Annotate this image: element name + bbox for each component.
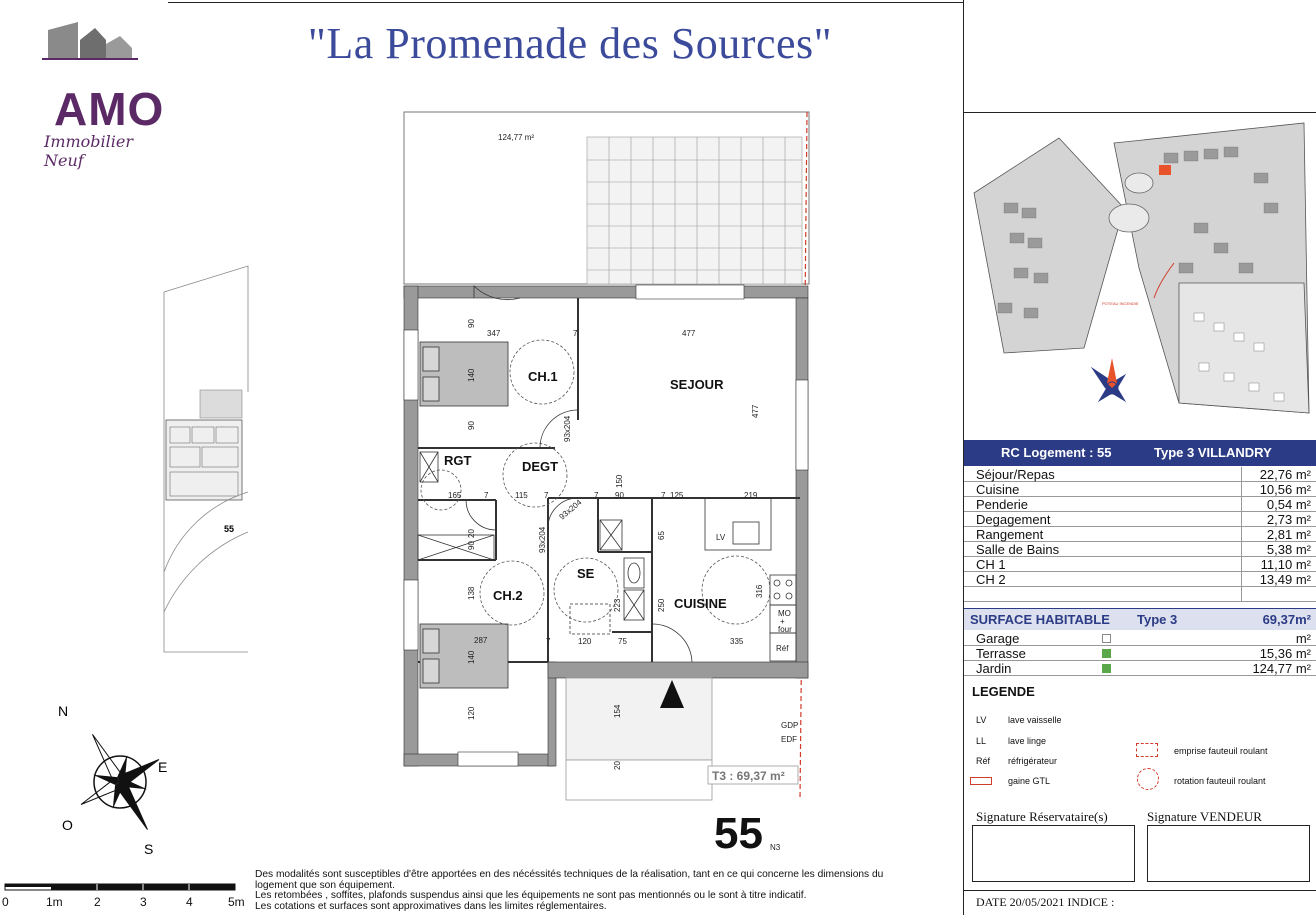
gtl-icon <box>970 777 992 785</box>
site-map <box>964 113 1316 440</box>
svg-text:7: 7 <box>484 491 489 500</box>
signature-reservataire-box[interactable] <box>972 825 1135 882</box>
info-panel <box>963 0 1315 915</box>
area-row: Degagement 2,73 m² <box>964 512 1316 527</box>
logo-word: AMO <box>54 83 165 135</box>
area-row: Cuisine 10,56 m² <box>964 482 1316 497</box>
svg-text:125: 125 <box>670 491 684 500</box>
disclaimer-line: Des modalités sont susceptibles d'être apportées en des nécéssités techniques de la réalisation, tant en ce qui concerne les dimensions du <box>255 869 884 880</box>
top-border <box>168 2 963 3</box>
svg-text:7: 7 <box>546 637 551 646</box>
appliance-ref: Réf <box>776 644 789 653</box>
scale-3: 3 <box>140 895 147 909</box>
room-ch2: CH.2 <box>493 588 523 603</box>
room-ch1: CH.1 <box>528 369 558 384</box>
bed-ch2 <box>420 624 508 688</box>
surface-type: Type 3 <box>1137 612 1178 627</box>
svg-text:223: 223 <box>613 598 622 612</box>
wheelchair-footprint-icon <box>1136 743 1158 757</box>
svg-text:20: 20 <box>467 529 476 538</box>
legend-lv-text: lave vaisselle <box>1008 715 1062 725</box>
scale-bar <box>0 880 250 910</box>
compass-rose-icon <box>48 700 178 860</box>
scale-0: 0 <box>2 895 9 909</box>
legend-lv-key: LV <box>976 715 987 725</box>
legend-ll-text: lave linge <box>1008 736 1047 746</box>
svg-text:477: 477 <box>682 329 696 338</box>
logement-label: RC Logement : 55 <box>1001 445 1112 460</box>
area-table <box>964 467 1316 602</box>
scale-4: 4 <box>186 895 193 909</box>
legend-ref-key: Réf <box>976 756 991 766</box>
room-cuisine: CUISINE <box>674 596 727 611</box>
room-sejour: SEJOUR <box>670 377 724 392</box>
appliance-lv: LV <box>716 533 726 542</box>
ext-row-jardin: Jardin 124,77 m² <box>964 661 1316 676</box>
disclaimer-line: Les retombées , soffites, plafonds suspendus ainsi que les équipements ne sont pas mentionnés ou le sont à titre indicatif. <box>255 890 807 901</box>
room-rgt: RGT <box>444 453 472 468</box>
svg-text:219: 219 <box>744 491 758 500</box>
appliance-mo: MO <box>778 609 791 618</box>
svg-text:347: 347 <box>487 329 501 338</box>
signature-vendeur-box[interactable] <box>1147 825 1310 882</box>
svg-text:7: 7 <box>573 329 578 338</box>
svg-text:93x204: 93x204 <box>563 415 572 442</box>
compass-o: O <box>62 817 73 833</box>
area-row: Séjour/Repas 22,76 m² <box>964 467 1316 482</box>
panel-top-blank <box>964 0 1316 113</box>
lot-suffix: N3 <box>770 843 781 852</box>
legend-ll-key: LL <box>976 736 987 746</box>
area-row: Rangement 2,81 m² <box>964 527 1316 542</box>
svg-text:115: 115 <box>515 491 528 500</box>
area-row: CH 1 11,10 m² <box>964 557 1316 572</box>
logement-header <box>964 440 1316 466</box>
svg-text:335: 335 <box>730 637 744 646</box>
jardin-checkbox <box>1102 664 1111 673</box>
appliance-plus: + <box>780 617 785 626</box>
compass-n: N <box>58 703 69 719</box>
legend-emprise-text: emprise fauteuil roulant <box>1174 746 1268 756</box>
room-degt: DEGT <box>522 459 559 474</box>
svg-text:65: 65 <box>657 531 666 540</box>
disclaimer-line: logement que son équipement. <box>255 879 395 891</box>
svg-text:20: 20 <box>613 761 622 770</box>
logo-tagline: Immobilier Neuf <box>44 132 134 170</box>
legend-title: LEGENDE <box>972 684 1035 699</box>
wheelchair-rotation-icon <box>1137 768 1159 790</box>
svg-text:90: 90 <box>467 421 476 430</box>
tag-edf: EDF <box>781 735 797 744</box>
bathroom-fixtures <box>418 452 644 634</box>
svg-text:93x204: 93x204 <box>557 497 584 522</box>
surface-habitable-bar <box>964 608 1316 630</box>
type-label: Type 3 VILLANDRY <box>1154 445 1272 460</box>
surface-value: 69,37m² <box>1262 612 1311 627</box>
svg-text:120: 120 <box>467 706 476 720</box>
compass-e: E <box>158 759 168 775</box>
scale-5m: 5m <box>228 895 245 909</box>
garden-area-label: 124,77 m² <box>498 133 535 142</box>
scale-2: 2 <box>94 895 101 909</box>
map-annotation: POTEAU INCENDIE <box>1102 301 1139 306</box>
svg-text:90: 90 <box>467 319 476 328</box>
signature-reservataire-label: Signature Réservataire(s) <box>976 809 1108 824</box>
svg-text:287: 287 <box>474 636 488 645</box>
svg-text:7: 7 <box>661 491 666 500</box>
svg-text:75: 75 <box>618 637 627 646</box>
terrace-south <box>566 678 712 800</box>
svg-text:90: 90 <box>467 541 476 550</box>
keyplan-lot-label: 55 <box>224 524 235 534</box>
footer-divider <box>964 890 1316 891</box>
area-row <box>964 587 1316 602</box>
kitchen-counter <box>705 498 796 661</box>
svg-text:316: 316 <box>755 584 764 598</box>
disclaimer-line: Les cotations et surfaces sont approximatives dans les limites réglementaires. <box>255 900 607 912</box>
svg-text:165: 165 <box>448 491 462 500</box>
svg-text:93x204: 93x204 <box>538 526 547 553</box>
lot-location-marker <box>1159 165 1171 175</box>
key-plan <box>160 262 252 662</box>
svg-text:477: 477 <box>751 404 760 418</box>
svg-text:90: 90 <box>615 491 624 500</box>
legend-gtl-text: gaine GTL <box>1008 776 1051 786</box>
svg-text:140: 140 <box>467 650 476 664</box>
site-compass-icon <box>1087 358 1129 405</box>
svg-text:250: 250 <box>657 598 666 612</box>
terrasse-checkbox <box>1102 649 1111 658</box>
room-se: SE <box>577 566 595 581</box>
garage-checkbox <box>1102 634 1111 643</box>
ext-row-garage: Garage m² <box>964 631 1316 646</box>
surface-label: SURFACE HABITABLE <box>970 612 1110 627</box>
svg-text:150: 150 <box>615 474 624 488</box>
area-row: CH 2 13,49 m² <box>964 572 1316 587</box>
legend-rotation-text: rotation fauteuil roulant <box>1174 776 1266 786</box>
area-row: Penderie 0,54 m² <box>964 497 1316 512</box>
tag-gdp: GDP <box>781 721 799 730</box>
date-indice: DATE 20/05/2021 INDICE : <box>976 895 1115 909</box>
ext-row-terrasse: Terrasse 15,36 m² <box>964 646 1316 661</box>
legend-ref-text: réfrigérateur <box>1008 756 1058 766</box>
floor-plan <box>160 105 965 858</box>
svg-text:7: 7 <box>594 491 599 500</box>
compass-s: S <box>144 841 154 857</box>
svg-text:154: 154 <box>613 704 622 718</box>
terrace-tiles <box>587 137 802 284</box>
area-row: Salle de Bains 5,38 m² <box>964 542 1316 557</box>
svg-text:138: 138 <box>467 586 476 600</box>
bed-ch1 <box>420 342 508 406</box>
svg-text:140: 140 <box>467 368 476 382</box>
signature-vendeur-label: Signature VENDEUR <box>1147 809 1262 824</box>
surface-tag: T3 : 69,37 m² <box>712 769 785 783</box>
svg-text:7: 7 <box>544 491 549 500</box>
svg-text:120: 120 <box>578 637 592 646</box>
appliance-four: four <box>778 625 792 634</box>
disclaimer <box>255 870 955 912</box>
exterior-table <box>964 631 1316 676</box>
page-title: "La Promenade des Sources" <box>307 19 833 68</box>
amo-logo <box>20 18 165 170</box>
scale-1m: 1m <box>46 895 63 909</box>
lot-number: 55 <box>714 809 763 858</box>
